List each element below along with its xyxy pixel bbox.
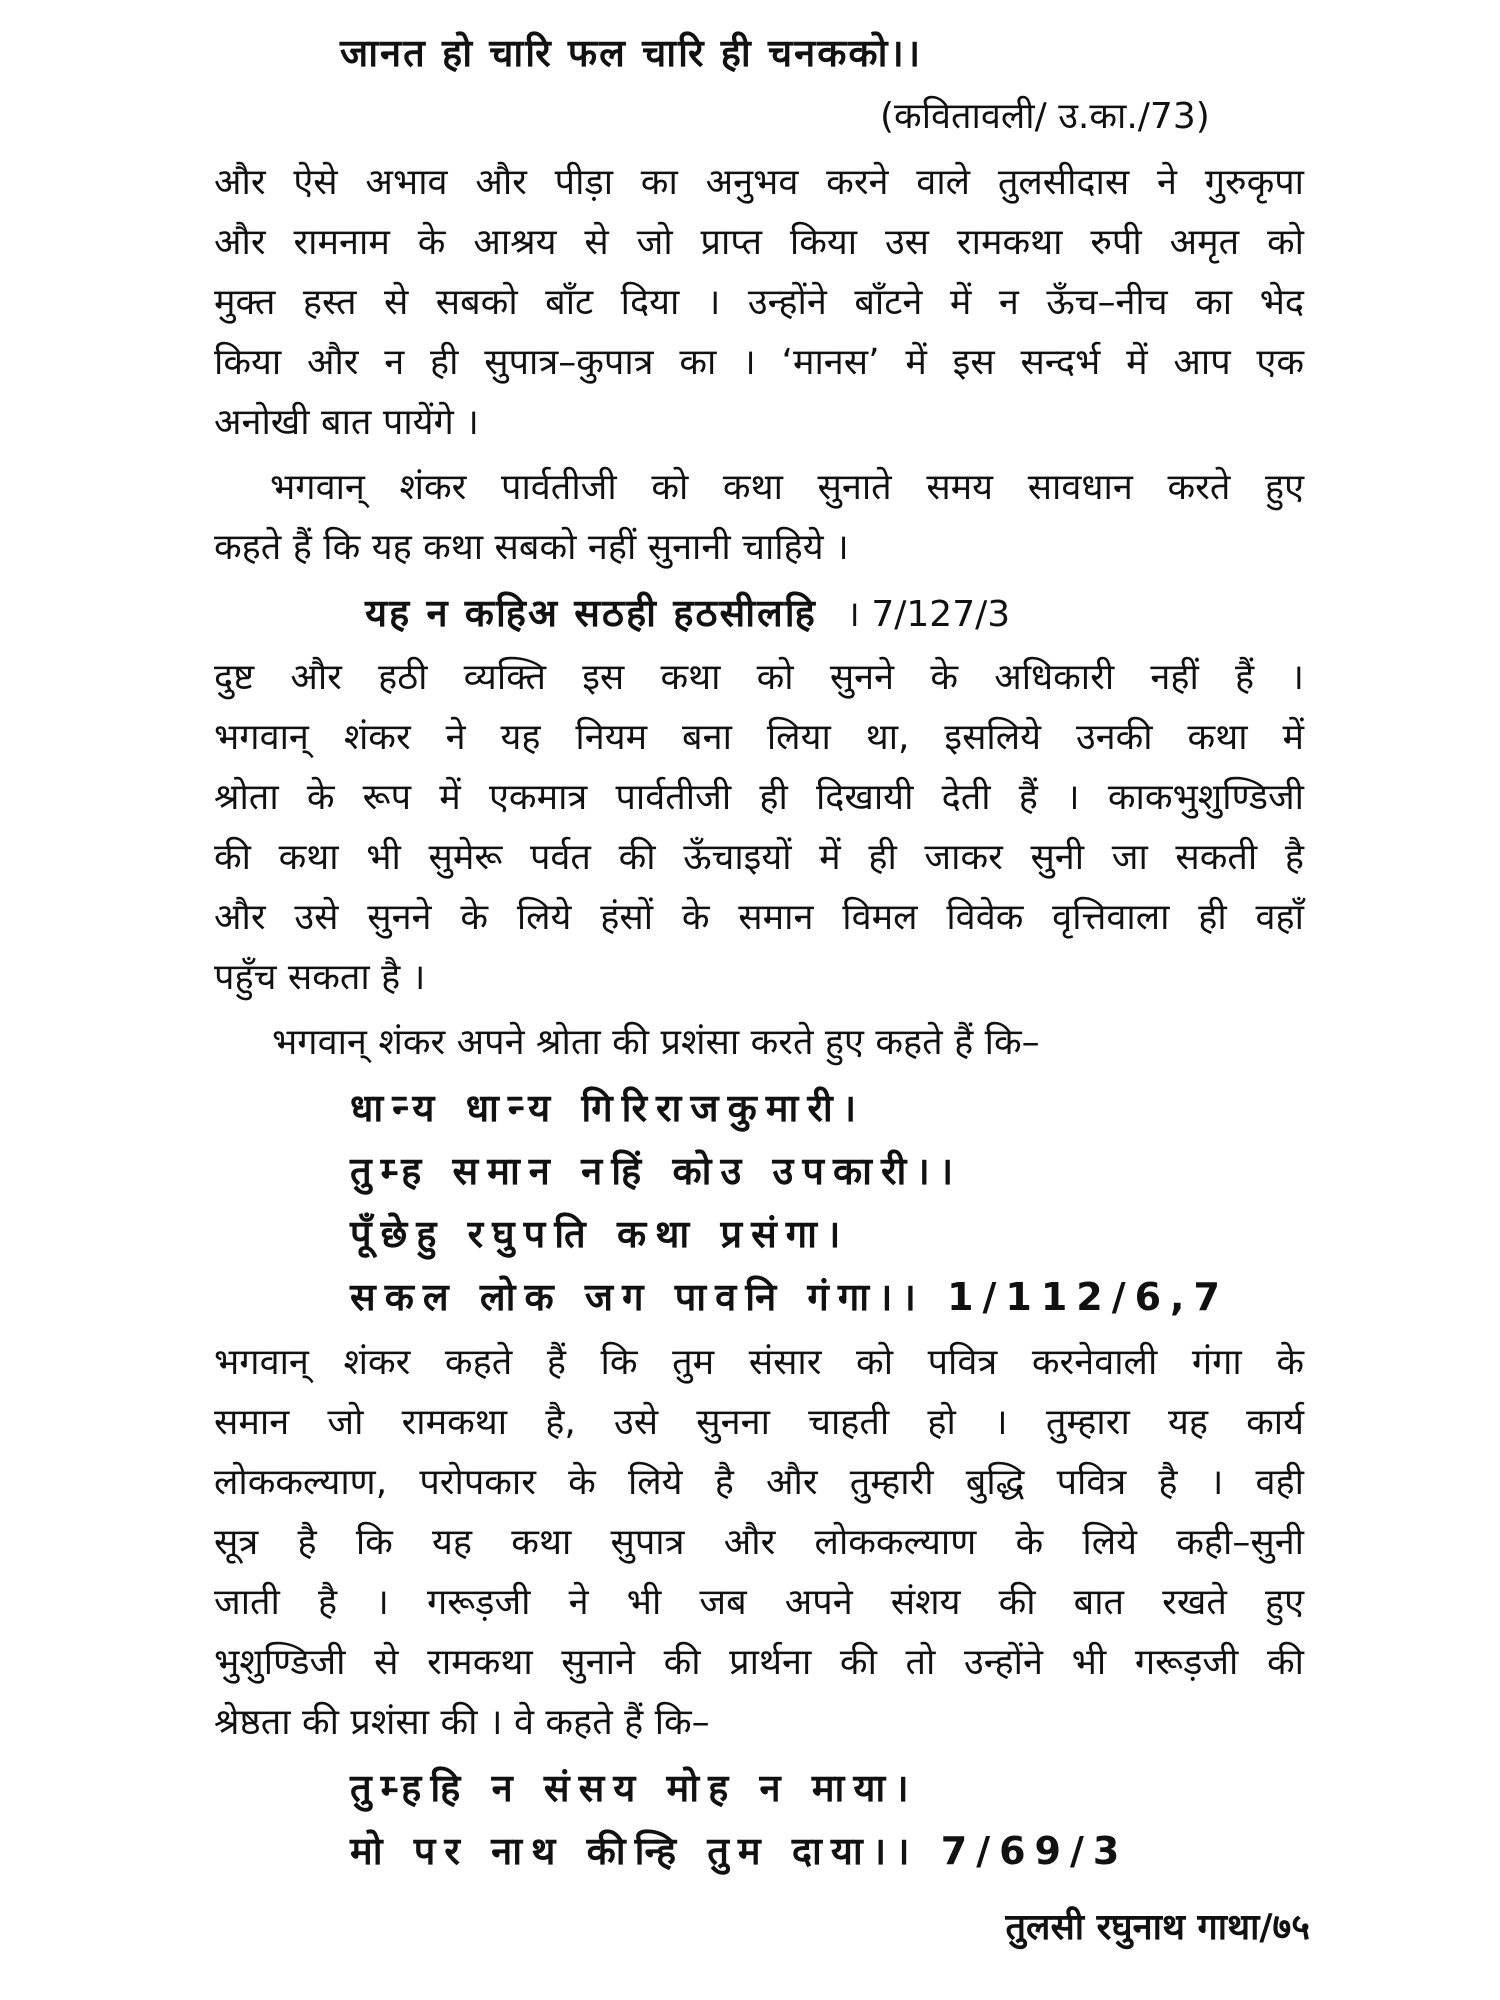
para5-line-1: भगवान् शंकर कहते हैं कि तुम संसार को पवित्र करनेवाली गंगा के (214, 1342, 1304, 1383)
para3-line-3: श्रोता के रूप में एकमात्र पार्वतीजी ही दिखायी देती हैं । काकभुशुण्डिजी (214, 777, 1304, 818)
para3-line-2: भगवान् शंकर ने यह नियम बना लिया था, इसलिये उनकी कथा में (214, 717, 1304, 758)
page-footer: तुलसी रघुनाथ गाथा/७५ (1005, 1907, 1310, 1948)
verse2-line-4: सकल लोक जग पावनि गंगा।। 1/112/6,7 (350, 1275, 1229, 1319)
opening-citation: (कवितावली/ उ.का./73) (880, 96, 1210, 137)
para3-line-5: और उसे सुनने के लिये हंसों के समान विमल विवेक वृत्तिवाला ही वहाँ (214, 897, 1304, 938)
verse2-line-1: धान्य धान्य गिरिराजकुमारी। (350, 1086, 866, 1130)
para1-line-3: मुक्त हस्त से सबको बाँट दिया । उन्होंने बाँटने में न ऊँच–नीच का भेद (214, 282, 1304, 323)
para2-line-2: कहते हैं कि यह कथा सबको नहीं सुनानी चाहिये । (214, 527, 849, 568)
para5-line-7: श्रेष्ठता की प्रशंसा की । वे कहते हैं कि– (214, 1702, 710, 1743)
para1-line-1: और ऐसे अभाव और पीड़ा का अनुभव करने वाले तुलसीदास ने गुरुकृपा (214, 162, 1304, 203)
para1-line-4: किया और न ही सुपात्र–कुपात्र का । ‘मानस’ में इस सन्दर्भ में आप एक (214, 342, 1304, 383)
para3-line-6: पहुँच सकता है । (214, 957, 426, 998)
para2-line-1: भगवान् शंकर पार्वतीजी को कथा सुनाते समय सावधान करते हुए (270, 467, 1304, 508)
para4-line: भगवान् शंकर अपने श्रोता की प्रशंसा करते हुए कहते हैं कि– (272, 1022, 1040, 1063)
verse3-line-2: मो पर नाथ कीन्हि तुम दाया।। 7/69/3 (350, 1829, 1129, 1873)
opening-verse-line: जानत हो चारि फल चारि ही चनकको।। (340, 31, 923, 75)
para1-line-5: अनोखी बात पायेंगे । (214, 402, 479, 443)
para5-line-5: जाती है । गरूड़जी ने भी जब अपने संशय की बात रखते हुए (214, 1582, 1304, 1623)
verse3-line-1: तुम्हहि न संसय मोह न माया। (350, 1766, 918, 1810)
verse2-line-3: पूँछेहु रघुपति कथा प्रसंगा। (350, 1212, 850, 1256)
verse1-ref: । 7/127/3 (846, 594, 1011, 635)
para1-line-2: और रामनाम के आश्रय से जो प्राप्त किया उस रामकथा रुपी अमृत को (214, 222, 1304, 263)
para5-line-3: लोककल्याण, परोपकार के लिये है और तुम्हारी बुद्धि पवित्र है । वही (214, 1462, 1304, 1503)
verse1-text: यह न कहिअ सठही हठसीलहि (365, 591, 817, 635)
para3-line-1: दुष्ट और हठी व्यक्ति इस कथा को सुनने के अधिकारी नहीं हैं । (214, 657, 1304, 698)
verse2-line-2: तुम्ह समान नहिं कोउ उपकारी।। (350, 1149, 963, 1193)
para5-line-4: सूत्र है कि यह कथा सुपात्र और लोककल्याण के लिये कही–सुनी (214, 1522, 1304, 1563)
para5-line-2: समान जो रामकथा है, उसे सुनना चाहती हो । तुम्हारा यह कार्य (214, 1402, 1304, 1443)
verse1 (365, 590, 1010, 638)
para3-line-4: की कथा भी सुमेरू पर्वत की ऊँचाइयों में ही जाकर सुनी जा सकती है (214, 837, 1304, 878)
para5-line-6: भुशुण्डिजी से रामकथा सुनाने की प्रार्थना की तो उन्होंने भी गरूड़जी की (214, 1642, 1304, 1683)
